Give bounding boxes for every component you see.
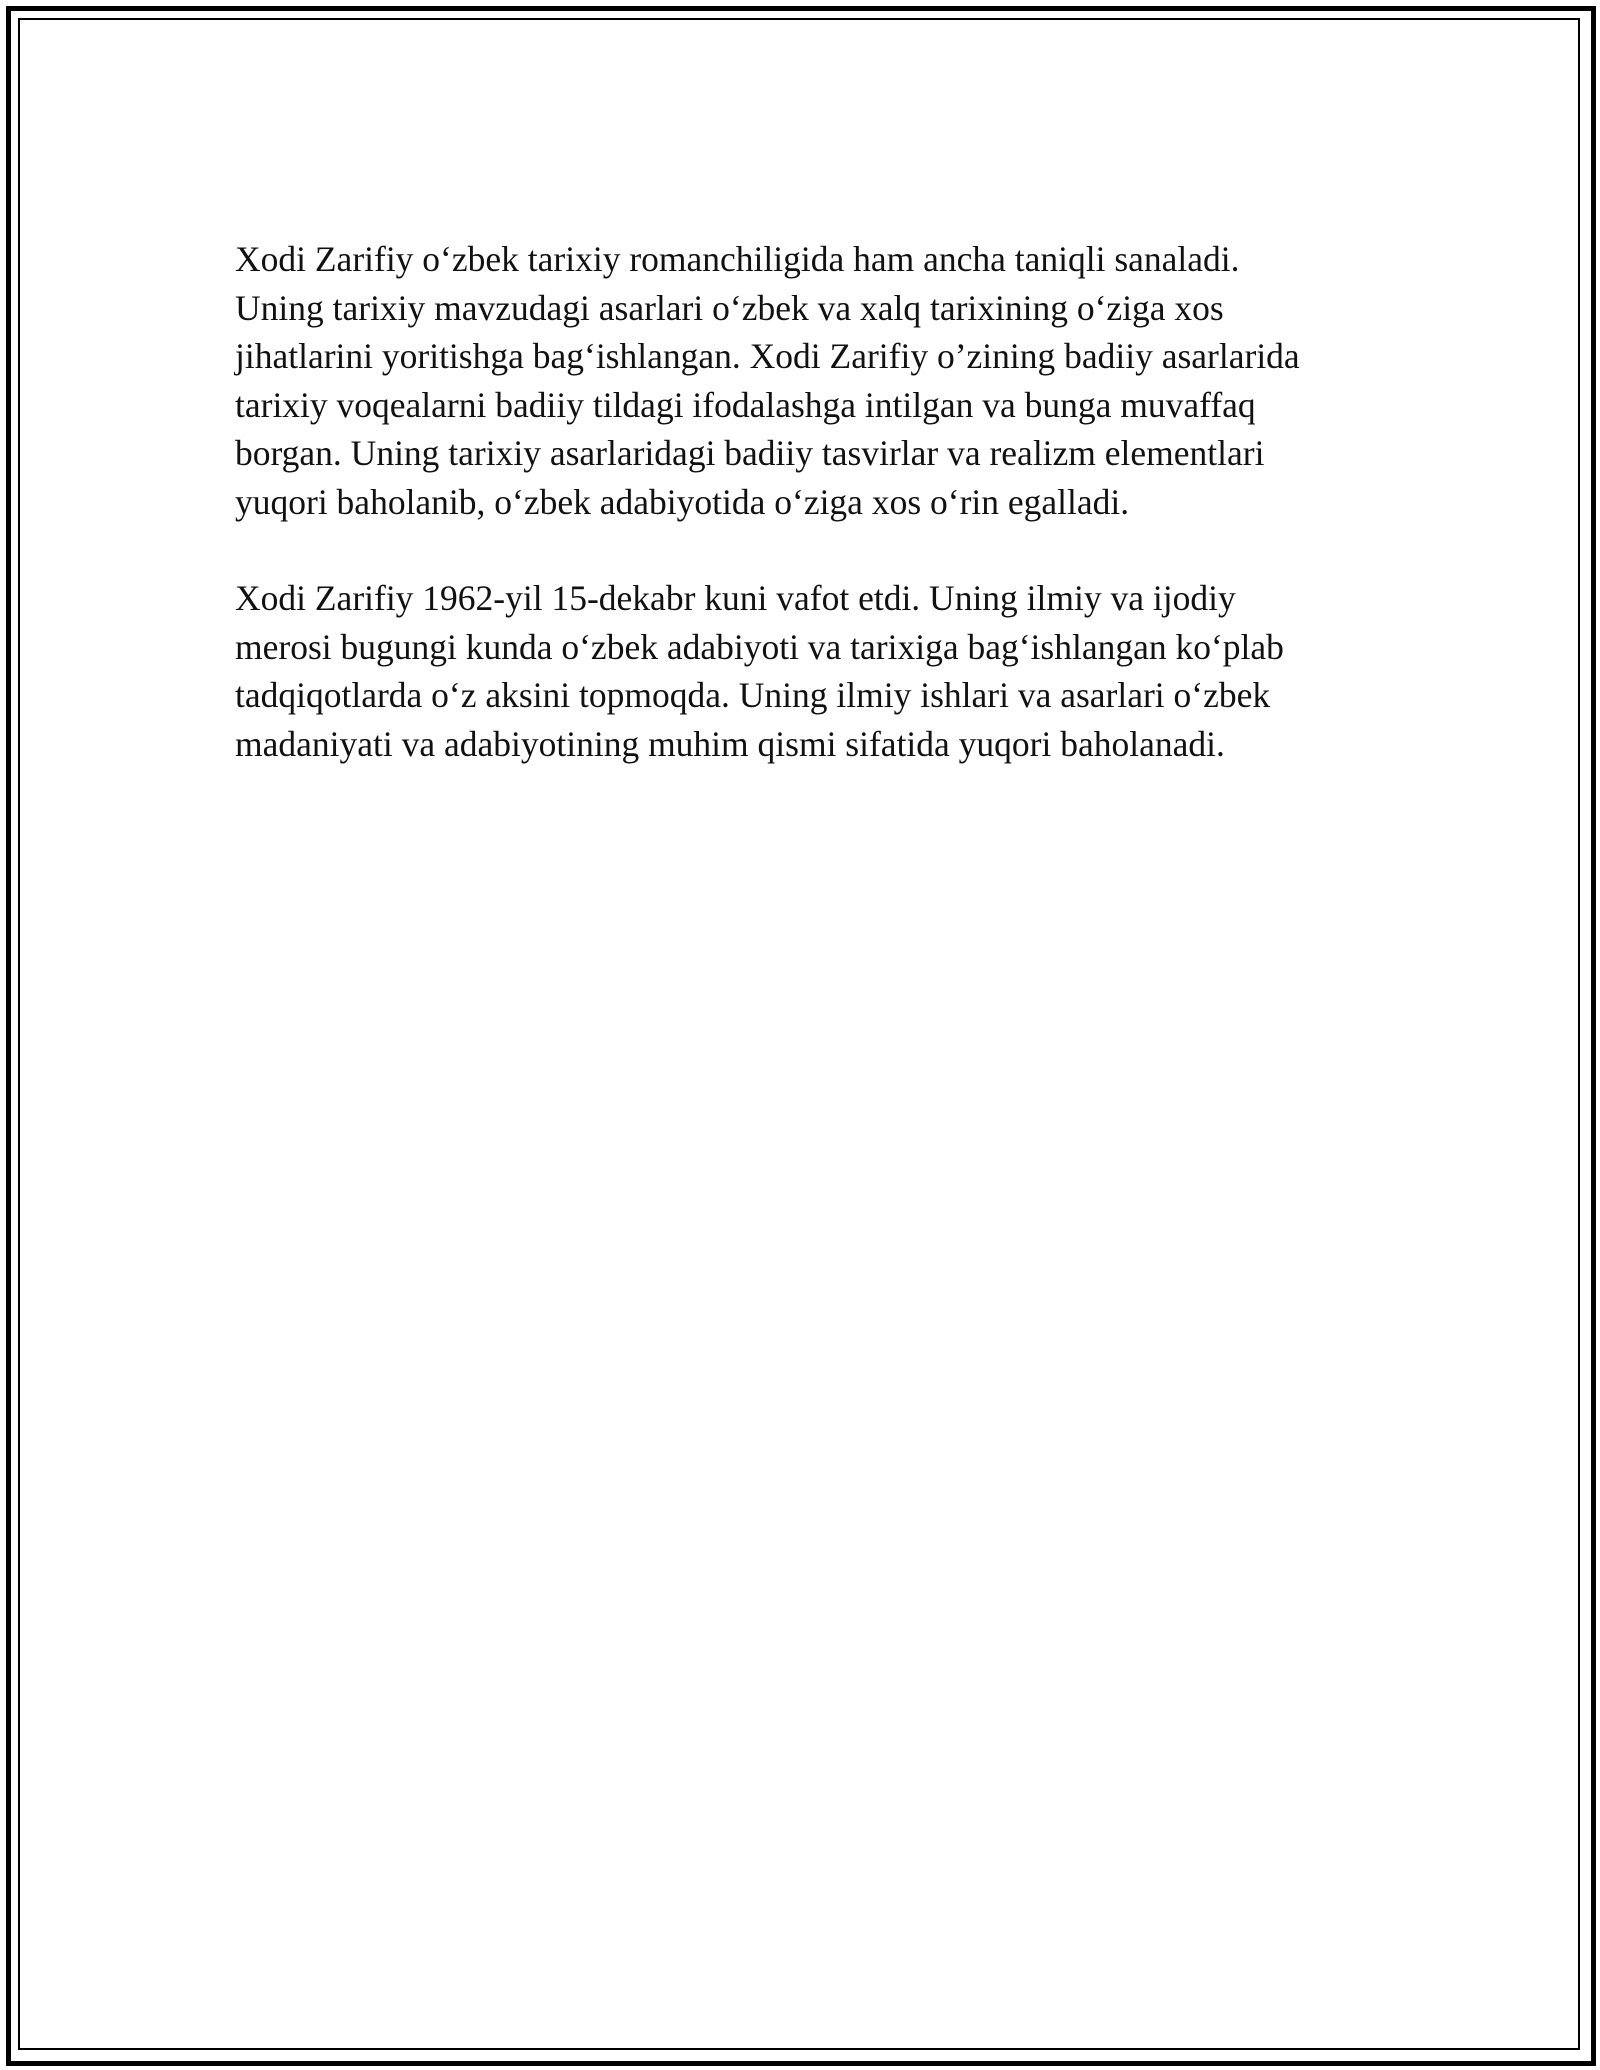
paragraph-line: tarixiy voqealarni badiiy tildagi ifodalashga intilgan va bunga muvaffaq: [235, 384, 1256, 425]
paragraph-line: yuqori baholanib, oʻzbek adabiyotida oʻziga xos oʻrin egalladi.: [235, 481, 1130, 522]
paragraph-line: madaniyati va adabiyotining muhim qismi sifatida yuqori baholanadi.: [235, 723, 1225, 764]
paragraph-2: [235, 574, 1365, 768]
paragraph-line: Xodi Zarifiy oʻzbek tarixiy romanchiligida ham ancha taniqli sanaladi.: [235, 239, 1240, 279]
paragraph-line: borgan. Uning tarixiy asarlaridagi badiiy tasvirlar va realizm elementlari: [235, 433, 1265, 473]
paragraph-line: tadqiqotlarda oʻz aksini topmoqda. Uning ilmiy ishlari va asarlari oʻzbek: [235, 675, 1271, 715]
paragraph-line: Uning tarixiy mavzudagi asarlari oʻzbek va xalq tarixining oʻziga xos: [235, 287, 1224, 328]
paragraph-1: [235, 235, 1365, 526]
paragraph-line: jihatlarini yoritishga bagʻishlangan. Xodi Zarifiy o’zining badiiy asarlarida: [235, 336, 1300, 376]
document-body: [235, 235, 1365, 816]
paragraph-line: Xodi Zarifiy 1962-yil 15-dekabr kuni vafot etdi. Uning ilmiy va ijodiy: [235, 578, 1236, 618]
paragraph-line: merosi bugungi kunda oʻzbek adabiyoti va tarixiga bagʻishlangan koʻplab: [235, 626, 1284, 667]
